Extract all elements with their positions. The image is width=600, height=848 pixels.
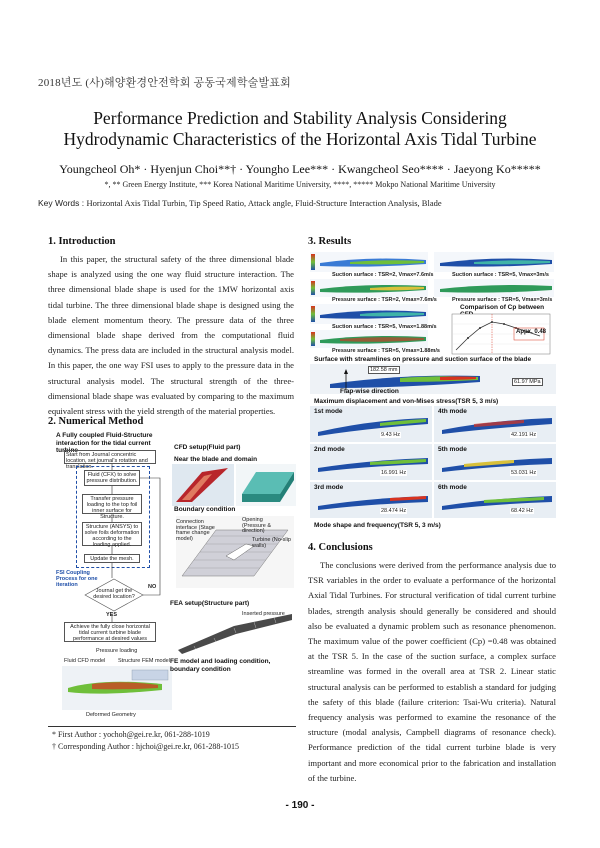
suction-tsr5-3ms-image xyxy=(434,252,554,272)
page-number: - 190 - xyxy=(285,800,315,811)
mode-2-label: 2nd mode xyxy=(314,446,345,453)
cfd-setup-sub: Near the blade and domain xyxy=(174,456,258,463)
mode-caption: Mode shape and frequency(TSR 5, 3 m/s) xyxy=(314,522,441,529)
flapwise-label: Flap-wise direction xyxy=(340,388,399,395)
pressure-tsr5-image xyxy=(310,330,428,348)
mode-1-label: 1st mode xyxy=(314,408,343,415)
mode-3-freq: 28.474 Hz xyxy=(381,508,407,514)
mode-panel-5 xyxy=(434,444,556,480)
mode-3-label: 3rd mode xyxy=(314,484,344,491)
fluid-cfd-label: Fluid CFD model xyxy=(64,658,106,664)
author-list: Youngcheol Oh* · Hyenjun Choi**† · Youngho Lee*** · Kwangcheol Seo**** · Jaeyong Ko***** xyxy=(59,162,541,176)
inserted-pressure-label: Inserted pressure xyxy=(242,611,285,617)
affiliations: *, ** Green Energy Institute, *** Korea National Maritime University, ****, ***** Mokpo National Maritime University xyxy=(104,180,496,189)
mode-panel-6 xyxy=(434,482,556,518)
footnote-first-author: * First Author : yochoh@gei.re.kr, 061-288-1019 xyxy=(52,730,210,739)
mode-panel-1 xyxy=(310,406,432,442)
cp-comparison-title: Comparison of Cp between xyxy=(460,304,545,311)
conference-header: 2018년도 (사)해양환경안전학회 공동국제학술발표회 xyxy=(38,77,291,89)
displacement-caption: Maximum displacement and von-Mises stress(TSR 5, 3 m/s) xyxy=(314,398,499,405)
mode-1-freq: 9.43 Hz xyxy=(381,432,400,438)
stress-value: 61.97 MPa xyxy=(514,379,541,385)
flow-step-ansys: Structure (ANSYS) to solve foils deformation according to the loading applied. xyxy=(82,522,142,546)
streamline-caption: Surface with streamlines on pressure and suction surface of the blade xyxy=(314,356,532,363)
method-heading: 2. Numerical Method xyxy=(48,416,144,427)
paper-title: Performance Prediction and Stability Analysis Considering Hydrodynamic Characteristics of the Horizontal Axis Tidal Turbine xyxy=(63,108,537,149)
keywords-text: Horizontal Axis Tidal Turbin, Tip Speed Ratio, Attack angle, Fluid-Structure Interaction Analysis, Blade xyxy=(86,198,442,208)
flow-step-update: Update the mesh. xyxy=(84,554,140,563)
mode-4-label: 4th mode xyxy=(438,408,467,415)
deformed-geometry-image xyxy=(62,666,172,710)
flow-arrows xyxy=(56,432,176,647)
conclusions-heading: 4. Conclusions xyxy=(308,542,373,553)
suction-tsr5-3ms-label: Suction surface : TSR=5, Vmax=3m/s xyxy=(452,272,549,278)
mode-panel-3 xyxy=(310,482,432,518)
keywords xyxy=(38,198,568,208)
connection-interface-label: Connection interface (Stage frame change model) xyxy=(176,519,215,542)
structure-fem-label: Structure FEM model xyxy=(118,658,170,664)
pressure-loading-label: Pressure loading xyxy=(96,648,138,654)
cfd-setup-title: CFD setup(Fluid part) xyxy=(174,444,241,451)
fsi-loop-label: FSI Coupling Process for one iteration xyxy=(56,570,98,588)
displacement-value: 182.58 mm xyxy=(370,367,398,373)
pressure-tsr5-label: Pressure surface : TSR=5, Vmax=1.88m/s xyxy=(332,348,440,354)
method-figure xyxy=(56,432,296,722)
decision-yes: YES xyxy=(106,612,118,618)
mode-5-label: 5th mode xyxy=(438,446,467,453)
mode-panel-2 xyxy=(310,444,432,480)
boundary-condition-label: Boundary condition xyxy=(174,506,236,513)
fe-model-label: FE model and loading condition, boundary condition xyxy=(170,658,271,673)
decision-no: NO xyxy=(148,584,157,590)
pressure-tsr2-label: Pressure surface : TSR=2, Vmax=7.6m/s xyxy=(332,297,437,303)
flow-step-cfx: Fluid (CFX) to solve pressure distribution. xyxy=(84,470,140,486)
results-heading: 3. Results xyxy=(308,236,352,247)
cfd-blade-image xyxy=(172,464,234,506)
mode-shape-grid xyxy=(310,406,556,520)
footnote-corresponding-author: † Corresponding Author : hjchoi@gei.re.kr, 061-288-1015 xyxy=(52,742,240,751)
pressure-tsr5-3ms-label: Pressure surface : TSR=5, Vmax=3m/s xyxy=(452,297,553,303)
intro-text: In this paper, the structural safety of the three dimensional blade shape is analyzed using the one way fluid structure interaction. The three dimensional blade shape is used for the 1MW horizontal axis tidal turbine. The three dimensional blade shape is designed using the blade element momentum theory. The pressure data of the three dimensional blade shape derived from the computational fluid dynamics. The press data are included in the structural analysis model. In this paper, the one way FSI uses to apply to the pressure data in the structural analysis model. The structural strength of the three-dimensional blade shape was evaluated by comparing to the maximum equivalent stress with the yield strength of the material properties. xyxy=(48,254,294,417)
keywords-label: Key Words : xyxy=(38,198,85,208)
mode-5-freq: 53.031 Hz xyxy=(511,470,537,476)
cp-comparison-chart xyxy=(442,312,554,362)
fsi-figure-title: A Fully coupled Fluid-Structure interaction for the tidal current turbine xyxy=(56,432,153,454)
suction-tsr5-label: Suction surface : TSR=5, Vmax=1.88m/s xyxy=(332,324,437,330)
deformed-geometry-label: Deformed Geometry xyxy=(86,712,136,718)
turbine-walls-label: Turbine (No-slip walls) xyxy=(252,537,291,549)
fea-setup-title: FEA setup(Structure part) xyxy=(170,600,250,607)
flow-step-transfer: Transfer pressure loading to the top foil inner surface for Structure. xyxy=(82,494,142,514)
suction-tsr2-image xyxy=(310,252,428,272)
intro-heading: 1. Introduction xyxy=(48,236,116,247)
mode-6-label: 6th mode xyxy=(438,484,467,491)
suction-tsr5-image xyxy=(310,304,428,324)
pressure-tsr2-image xyxy=(310,279,428,297)
footnote-rule xyxy=(48,726,296,727)
mode-2-freq: 16.991 Hz xyxy=(381,470,407,476)
conclusions-text: The conclusions were derived from the performance analysis due to TSR variables in the order to evaluate a performance of the horizontal Axial Tidal Turbines. For structural verification of tidal current turbine blades, strength analysis should generally be considered and should also be evaluated a dynamic problem such as resonance phenomenon. The maximum value of the power coefficient (Cp) =0.48 was obtained at the TSR 5. In the case of the suction surface, a complex surface streamline was formed in the overall area at TSR 2. Linear static structural analysis can be performed to establish a standard for judging the safety of this blade (failure criterion: Tsai-Wu criteria). Natural frequency analysis was performed to examine the resonance of the structure (modal analysis, Campbell diagrams of resonance check). Performance prediction of the tidal current turbine blade is very important and more economical prior to the fabrication and installation of the turbine. xyxy=(308,560,556,783)
results-figure xyxy=(310,252,556,530)
opening-label: Opening (Pressure & direction) xyxy=(242,517,272,534)
flow-step-start: Start from Journal concentric location, set journal's rotation and translation. xyxy=(64,450,156,464)
mode-panel-4 xyxy=(434,406,556,442)
flow-result: Achieve the fully close horizontal tidal current turbine blade performance at desired values xyxy=(64,622,156,642)
pressure-tsr5-3ms-image xyxy=(434,279,554,297)
suction-tsr2-label: Suction surface : TSR=2, Vmax=7.6m/s xyxy=(332,272,434,278)
decision-text: Journal get the desired location? xyxy=(93,588,135,600)
mode-6-freq: 68.42 Hz xyxy=(511,508,534,514)
cp-appx-label: Appx. 0.48 xyxy=(516,329,547,335)
mode-4-freq: 42.191 Hz xyxy=(511,432,537,438)
cfd-domain-image xyxy=(236,464,296,506)
